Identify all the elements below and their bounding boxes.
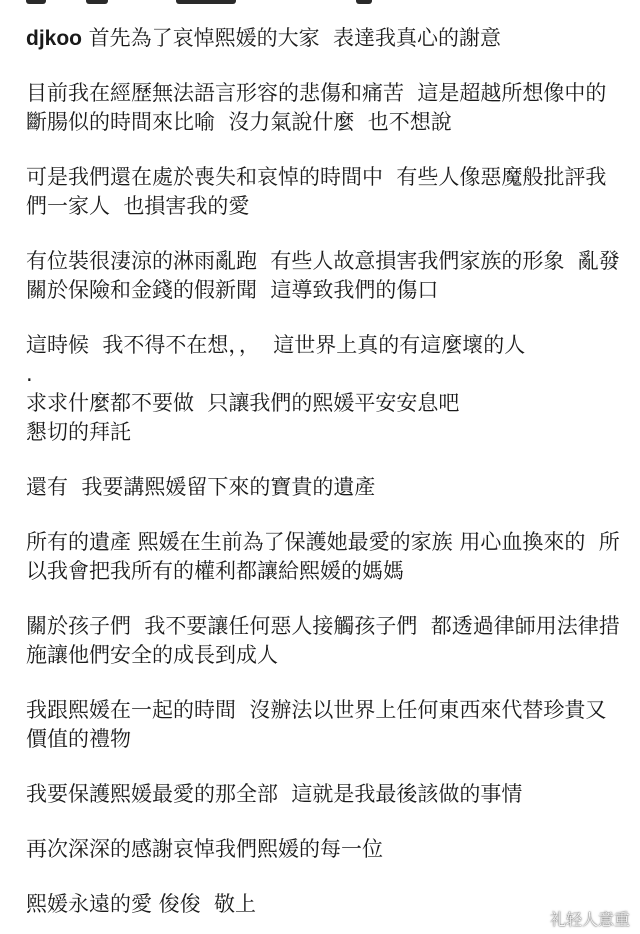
- post-paragraph: 求求什麼都不要做 只讓我們的熙媛平安安息吧 懇切的拜託: [26, 391, 460, 444]
- post-paragraph: 我跟熙媛在一起的時間 沒辦法以世界上任何東西來代替珍貴又價值的禮物: [26, 698, 607, 751]
- post-signature: 熙媛永遠的愛 俊俊 敬上: [26, 892, 257, 916]
- post-first-line: [26, 24, 622, 53]
- post-paragraph: 關於孩子們 我不要讓任何惡人接觸孩子們 都透過律師用法律措施讓他們安全的成長到成人: [26, 614, 620, 667]
- post-paragraph: 我要保護熙媛最愛的那全部 這就是我最後該做的事情: [26, 782, 523, 806]
- post-paragraph-dot: .: [26, 362, 33, 386]
- username-link[interactable]: djkoo: [26, 27, 82, 50]
- post-paragraph: 這時候 我不得不在想，， 這世界上真的有這麼壞的人: [26, 333, 526, 357]
- post-paragraph: 還有 我要講熙媛留下來的寶貴的遺產: [26, 475, 376, 499]
- cropped-previous-text: [26, 0, 626, 6]
- post-paragraph: 再次深深的感謝哀悼我們熙媛的每一位: [26, 837, 383, 861]
- post-paragraph: 所有的遺產 熙媛在生前為了保護她最愛的家族 用心血換來的 所以我會把我所有的權利都讓給熙媛的媽媽: [26, 530, 620, 583]
- post-paragraph: 有位裝很淒涼的淋雨亂跑 有些人故意損害我們家族的形象 亂發關於保險和金錢的假新聞 這導致我們的傷口: [26, 249, 620, 302]
- post-paragraph: 目前我在經歷無法語言形容的悲傷和痛苦 這是超越所想像中的斷腸似的時間來比喻 沒力氣說什麼 也不想說: [26, 81, 607, 134]
- post-paragraph: 可是我們還在處於喪失和哀悼的時間中 有些人像惡魔般批評我們一家人 也損害我的愛: [26, 165, 607, 218]
- first-line-text: 首先為了哀悼熙媛的大家 表達我真心的謝意: [82, 26, 502, 50]
- post-body: [26, 24, 622, 919]
- watermark: 礼轻人意重: [549, 910, 630, 929]
